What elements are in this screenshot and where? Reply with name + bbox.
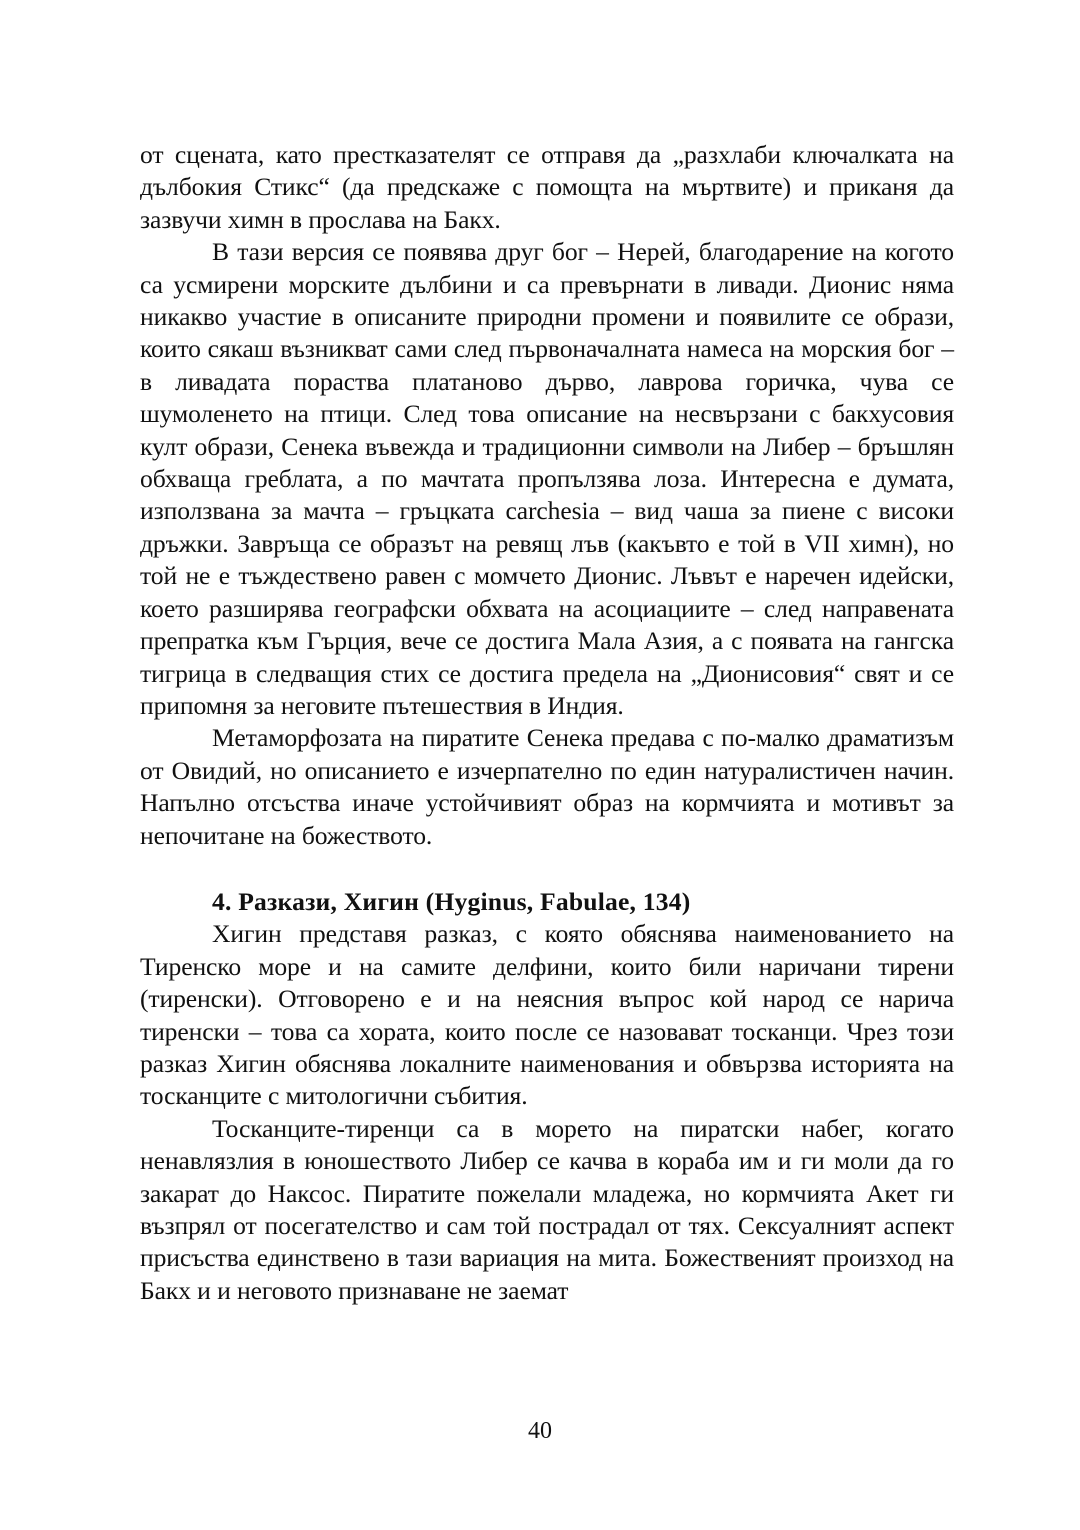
paragraph-hyginus-intro: Хигин представя разказ, с която обяснява наименованието на Тиренско море и на самите делфини, които били наричани тирени (тиренски). Отговорено е и на неясния въпрос кой народ се нарича тиренски – това са хората, които после се назовават тосканци. Чрез този разказ Хигин обяснява локалните наименования и обвързва историята на тосканците с митологични събития. — [140, 919, 954, 1111]
section-heading: 4. Разкази, Хигин (Hyginus, Fabulae, 134) — [212, 886, 691, 916]
document-page — [140, 139, 954, 1307]
page-number: 40 — [528, 1418, 552, 1444]
paragraph-continuation: от сцената, като престказателят се отправя да „разхлаби ключалката на дълбокия Стикс“ (да предскаже с помощта на мъртвите) и приканя да зазвучи химн в прослава на Бакх. — [140, 140, 954, 234]
paragraph-nerei: В тази версия се появява друг бог – Нерей, благодарение на когото са усмирени морските дълбини и са превърнати в ливади. Дионис няма никакво участие в описаните природни промени и появилите се образи, които сякаш възникват сами след първоначалната намеса на морския бог – в ливадата пораства платаново дърво, лаврова горичка, чува се шумоленето на птици. След това описание на несвързани с бакхусовия култ образи, Сенека въвежда и традиционни символи на Либер – бръшлян обхваща греблата, а по мачтата пропълзява лоза. Интересна е думата, използвана за мачта – гръцката carchesia – вид чаша за пиене с високи дръжки. Завръща се образът на ревящ лъв (какъвто е той в VII химн), но той не е тъждествено равен с момчето Дионис. Лъвът е наречен идейски, което разширява географски обхвата на асоциациите – след направената препратка към Гърция, вече се достига Мала Азия, а с появата на гангска тигрица в следващия стих се достига предела на „Дионисовия“ свят и се припомня за неговите пътешествия в Индия. — [140, 237, 954, 720]
paragraph-tuscans: Тосканците-тиренци са в морето на пиратски набег, когато ненавлязлия в юношеството Либер се качва в кораба им и ги моли да го закарат до Наксос. Пиратите пожелали младежа, но кормчията Акет ги възпрял от посегателство и сам той пострадал от тях. Сексуалният аспект присъства единствено в тази вариация на мита. Божественият произход на Бакх и и неговото признаване не заемат — [140, 1113, 954, 1305]
paragraph-metamorphosis: Метаморфозата на пиратите Сенека предава с по-малко драматизъм от Овидий, но описанието е изчерпателно по един натуралистичен начин. Напълно отсъства иначе устойчивият образ на кормчията и мотивът за непочитане на божеството. — [140, 723, 954, 850]
